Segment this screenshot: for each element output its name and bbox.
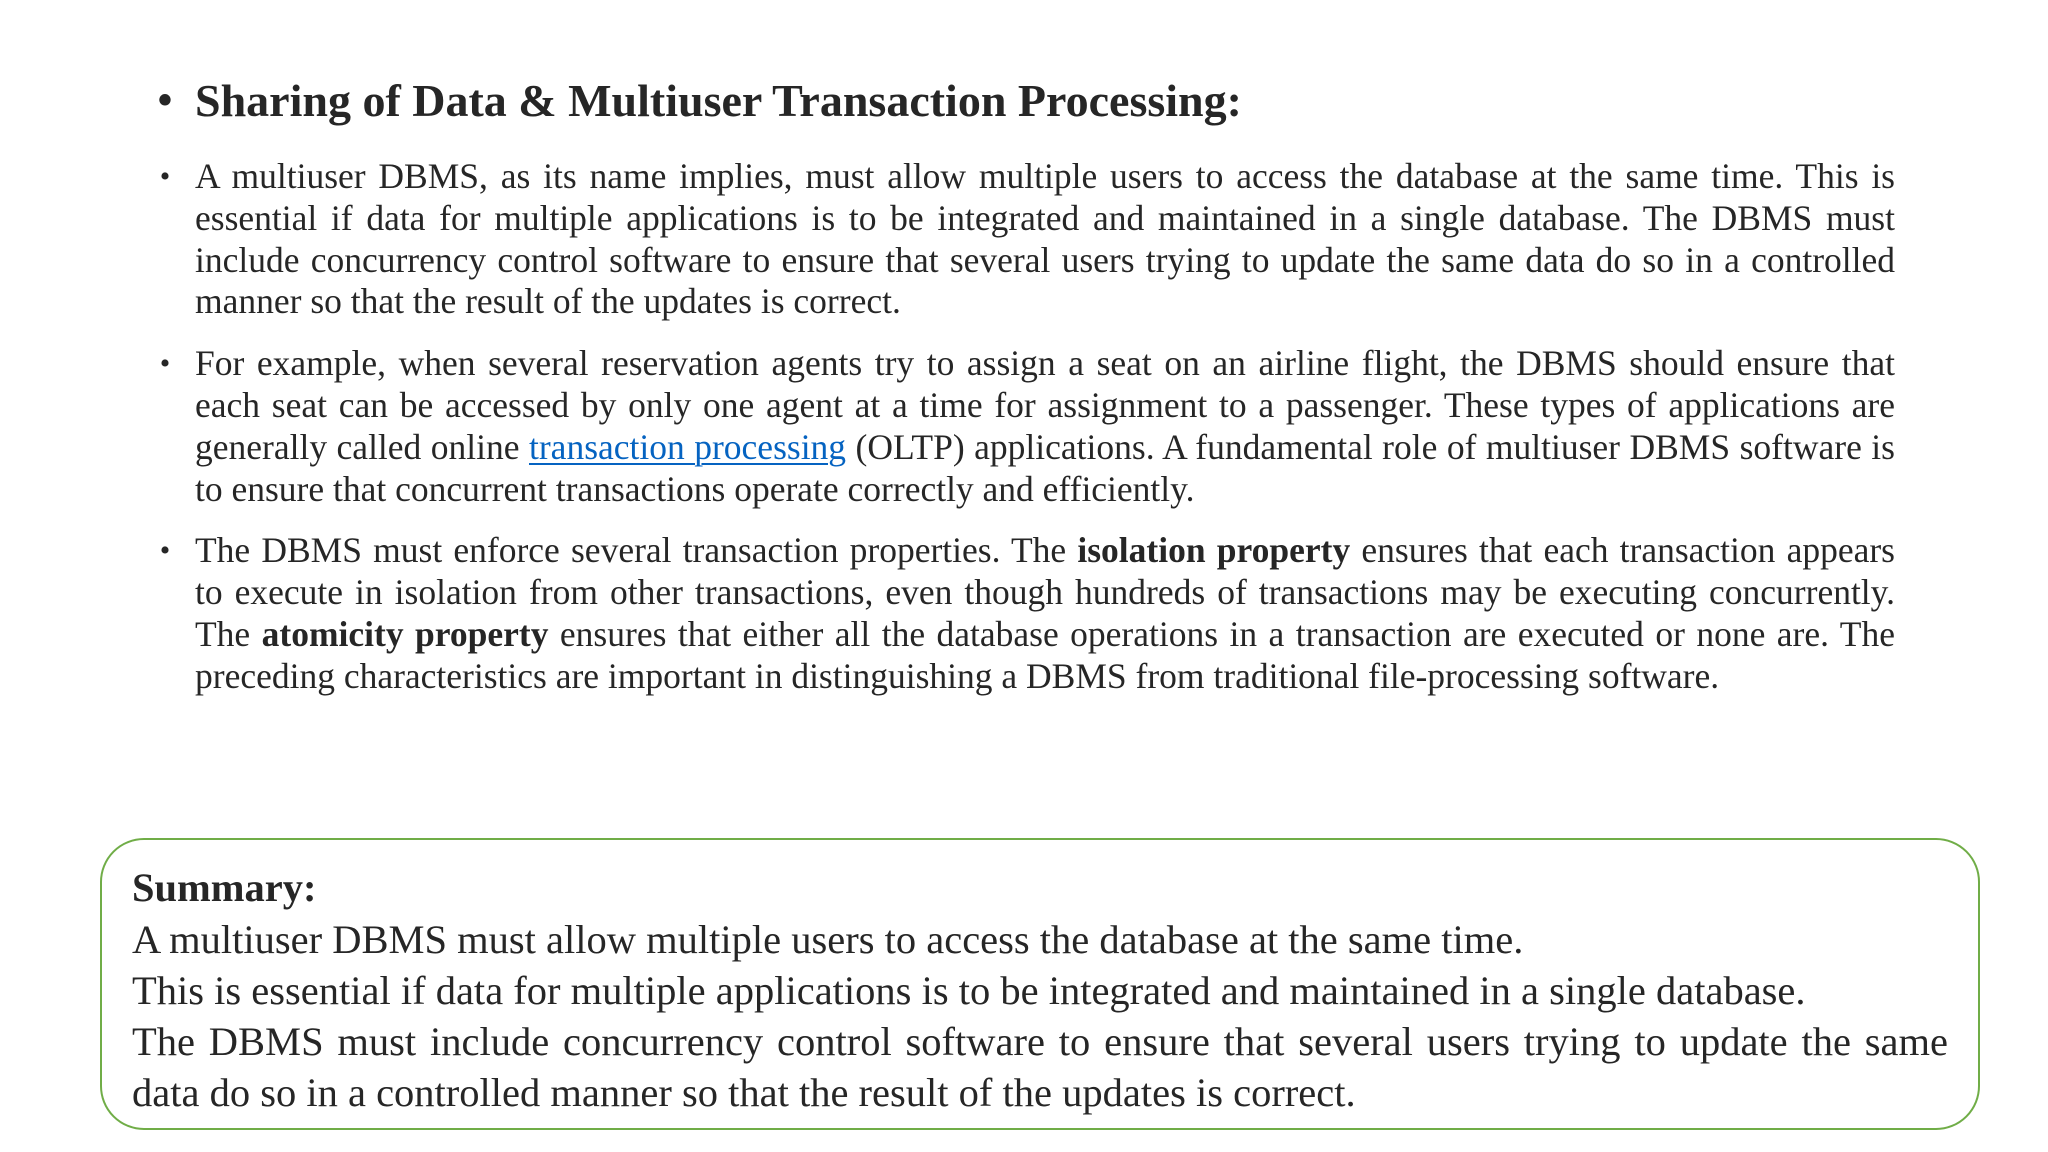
bullet-icon: • (157, 78, 173, 124)
bullet-icon: • (159, 160, 171, 193)
paragraph-text-part1: The DBMS must enforce several transaction properties. The (195, 530, 1078, 571)
paragraph-text-part2: ensures that each transaction appears to execute in isolation from other transactions, even though hundreds of transactions may be executing concurrently. The (195, 530, 1895, 654)
paragraph-text-before-link: For example, when several reservation agents try to assign a seat on an airline flight, the DBMS should ensure that each seat can be accessed by only one agent at a time for assignment to a passenger. These types of applications are generally called online (195, 343, 1895, 467)
slide-content (150, 62, 1895, 718)
paragraph-text-after-link: (OLTP) applications. A fundamental role of multiuser DBMS software is to ensure that concurrent transactions operate correctly and efficiently. (195, 426, 1895, 509)
bullet-icon: • (159, 534, 171, 568)
slide-heading (150, 62, 1895, 140)
isolation-property-term: isolation property (1077, 530, 1351, 571)
paragraph-text-part3: ensures that either all the database operations in a transaction are executed or none are. The preceding characteristics are important in distinguishing a DBMS from traditional file-processing software. (195, 613, 1895, 696)
bullet-icon: • (159, 347, 171, 381)
summary-line-1: A multiuser DBMS must allow multiple users to access the database at the same time. (132, 917, 1524, 962)
bullet-paragraph-multiuser (150, 156, 1895, 323)
atomicity-property-term: atomicity property (261, 613, 549, 654)
summary-line-3: The DBMS must include concurrency control software to ensure that several users trying to update the same data do so in a controlled manner so that the result of the updates is correct. (132, 1019, 1948, 1115)
bullet-paragraph-example (150, 343, 1895, 510)
heading-text: Sharing of Data & Multiuser Transaction Processing: (195, 75, 1242, 126)
summary-line-2: This is essential if data for multiple applications is to be integrated and maintained in a single database. (132, 968, 1806, 1013)
summary-title: Summary: (132, 865, 317, 910)
summary-box (100, 838, 1980, 1130)
bullet-paragraph-properties (150, 530, 1895, 697)
paragraph-text: A multiuser DBMS, as its name implies, must allow multiple users to access the database at the same time. This is essential if data for multiple applications is to be integrated and maintained in a single database. The DBMS must include concurrency control software to ensure that several users trying to update the same data do so in a controlled manner so that the result of the updates is correct. (195, 156, 1895, 322)
transaction-processing-link[interactable]: transaction processing (529, 426, 847, 467)
